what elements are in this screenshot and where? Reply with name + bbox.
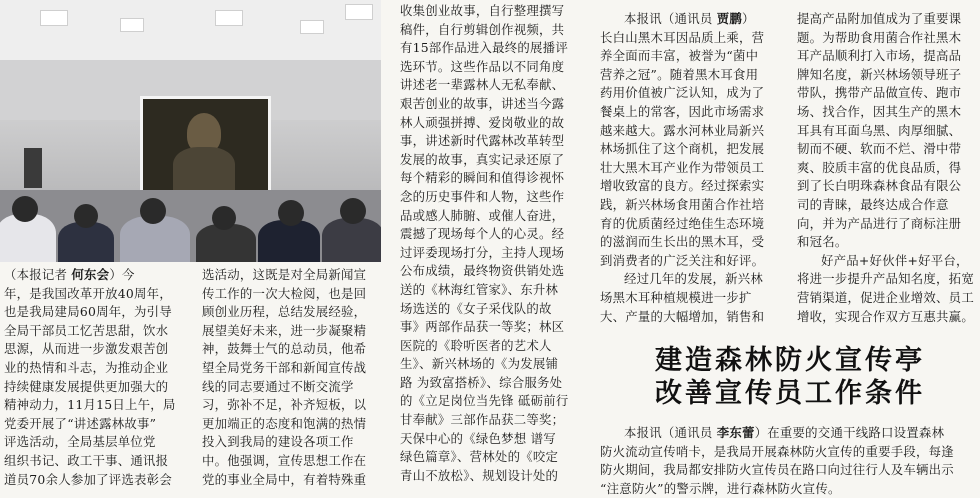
article1-line: 党的事业全局中，有着特殊重 [202,471,367,487]
audience-head [340,198,366,224]
article1-line: 场选送的《女子采伐队的故 [400,300,552,316]
article1-line: 事，讲述新时代露林改革转型 [400,133,565,149]
article1-line: 青山不放松》、规划设计处的 [400,467,559,483]
audience-head [12,196,38,222]
article1-line: 公布成绩，最终物资供销处选 [400,263,565,279]
article1-line: 线的同志要通过不断交流学 [202,378,354,394]
article1-line: 投入到我局的建设各项工作 [202,434,354,450]
article2-line: 增收，实现合作双方互惠共赢。 [797,308,974,324]
article1-line: 路 为致富搭桥》、综合服务处 [400,374,563,390]
article3-line: 防火流动宣传哨卡，是我局开展森林防火宣传的重要手段，每逢 [600,443,954,459]
article2-line: 向，并为产品进行了商标注册 [797,215,962,231]
article1-line: 品或感人肺腑、或催人奋进， [400,207,565,223]
article2-line: 长白山黑木耳因品质上乘，营 [600,29,765,45]
article3-headline [600,344,980,410]
article1-line: 收集创业故事，自行整理撰写 [400,3,565,18]
article2-line: 场、找合作，因其生产的黑木 [797,103,962,119]
article2-line: 爽、胶质丰富的优良品质，得 [797,159,962,175]
article2-line: 耳产品顺利打入市场，提高品 [797,48,962,64]
article1-line: 医院的《聆听医者的艺术人 [400,337,552,353]
article2-line: 经过几年的发展，新兴林 [624,271,764,287]
article1-line: 展望美好未来，进一步凝聚精 [202,322,367,338]
audience-head [140,198,166,224]
article2-line: 营养之冠”。随着黑木耳食用 [600,66,759,82]
article2-line [600,10,781,29]
article1-line: 念的历史事件和人物，这些作 [400,188,565,204]
article1-line: 讲述老一辈露林人无私奉献、 [400,77,565,93]
article2-line: 的滋润而生长出的黑木耳，受 [600,234,765,250]
byline-prefix: 本报讯（通讯员 [624,11,717,26]
news-photo [0,0,381,262]
byline-prefix: （本报记者 [4,267,72,282]
audience-head [278,200,304,226]
article1-line: 望全局党务干部和新闻宣传战 [202,359,367,375]
article1-line: 的《立足岗位当先锋 砥砺前行 [400,393,569,409]
ceiling-light [300,20,324,34]
article1-line: 甘奉献》三部作品获二等奖； [400,412,565,428]
ceiling-light [120,18,144,32]
article2-line: 韧而不硬、软而不烂、滑中带 [797,141,962,157]
article1-line: 林人顽强拼搏、爱岗敬业的故 [400,114,565,130]
article1-line: 思源，从而进一步激发艰苦创 [4,341,169,357]
byline-suffix: ）今 [109,267,135,282]
article1-line: 过评委现场打分，主持人现场 [400,244,565,260]
article1-line: 送的《林海红管家》、东升林 [400,281,559,297]
ceiling-light [345,4,373,20]
article1-line: 稿件，自行剪辑创作视频，共 [400,21,565,37]
byline-author: 何东会 [71,267,110,282]
article1-line: 选活动，这既是对全局新闻宣 [202,267,367,282]
article1-line: 天保中心的《绿色梦想 谱写 [400,430,556,446]
article2-line: 营销渠道，促进企业增效、员工 [797,289,974,305]
ceiling-light [40,10,68,26]
article1-line: 也是我局建局60周年，为引导 [4,304,172,320]
article1-line: 选环节。这些作品以不同角度 [400,58,565,74]
article1-line: 顾创业历程，总结发展经验， [202,304,367,320]
article2-line: 牌知名度，新兴林场领导班子 [797,66,962,82]
audience-member [258,220,320,262]
article1-line: 组织书记、政工干事、通讯报 [4,452,169,468]
article2-line: 题。为帮助食用菌合作社黑木 [797,29,962,45]
article2-line: 育的优质菌经过绝佳生态环境 [600,215,765,231]
audience-head [212,206,236,230]
article1-line: 更加端正的态度和饱满的热情 [202,415,367,431]
article1-line: 党委开展了“讲述露林故事” [4,415,157,431]
article3-line: 防火期间，我局都安排防火宣传员在路口向过往行人及车辆出示 [600,462,954,478]
article2-line: 越来越大。露水河林业局新兴 [600,122,765,138]
headline-line2: 改善宣传员工作条件 [655,378,925,409]
byline-suffix: ） [741,11,755,26]
screen-figure-body [173,147,235,191]
article1-line: 道员70余人参加了评选表彰会 [4,471,172,487]
audience-member [58,222,114,262]
article2-line: 养全面而丰富，被誉为“菌中 [600,48,759,64]
ceiling-light [215,10,243,26]
article2-line: 带队，携带产品做宣传、跑市 [797,85,962,101]
lectern [24,148,42,188]
article2-line: 到了长白明珠森林食品有限公 [797,178,962,194]
article1-line: 传工作的一次大检阅，也是回 [202,285,367,301]
article1-line: 年，是我国改革开放40周年， [4,285,172,301]
article1-line: 生》、新兴林场的《为发展铺 [400,356,559,372]
projection-screen [140,96,271,198]
article1-line: 中。他强调，宣传思想工作在 [202,452,367,468]
article2-line: 大、产量的大幅增加，销售和 [600,308,765,324]
article1-line: 神，鼓舞士气的总动员，他希 [202,341,367,357]
article1-line: 习，弥补不足，补齐短板，以 [202,397,367,413]
article2-line: 到消费者的广泛关注和好评。 [600,252,765,268]
byline-prefix: 本报讯（通讯员 [624,425,717,440]
article2-line: 壮大黑木耳产业作为带领员工 [600,159,765,175]
article1-line [4,266,185,285]
article2-line: 增收致富的良方。经过探索实 [600,178,765,194]
article1-line: 评选活动，全局基层单位党 [4,434,156,450]
article1-line: 业的热情和斗志，为推动企业 [4,359,169,375]
article2-line: 餐桌上的常客，因此市场需求 [600,103,765,119]
article3-line [600,424,978,443]
article3-body [600,424,978,498]
byline-author: 李东蕾 [716,425,755,440]
article2-line: 提高产品附加值成为了重要课 [797,11,962,26]
article2-line: 好产品+好伙伴+好平台， [821,252,969,268]
article2-column1 [600,10,781,326]
article2-column2 [797,10,978,326]
article1-line: 持续健康发展提供更加强大的 [4,378,169,394]
article2-line: 和冠名。 [797,234,848,250]
article2-line: 药用价值被广泛认知，成为了 [600,85,765,101]
article1-line: 震撼了现场每个人的心灵。经 [400,226,565,242]
audience-member [322,218,381,262]
article2-line: 耳具有耳面乌黑、肉厚细腻、 [797,122,962,138]
article1-line: 有15部作品进入最终的展播评 [400,40,568,56]
article1-line: 艰苦创业的故事，讲述当今露 [400,95,565,111]
article2-line: 将进一步提升产品知名度，拓宽 [797,271,974,287]
article1-line: 精神动力，11月15日上午，局 [4,397,176,413]
article1-line: 发展的故事，真实记录还原了 [400,151,565,167]
article3-line: “注意防火”的警示牌，进行森林防火宣传。 [600,480,841,496]
article1-column2 [202,266,383,489]
byline-author: 贾鹏 [716,11,742,26]
article1-line: 事》两部作品获一等奖；林区 [400,319,565,335]
article1-column3 [400,2,581,485]
article2-line: 场黑木耳种植规模进一步扩 [600,289,752,305]
headline-line1: 建造森林防火宣传亭 [655,345,925,376]
article2-line: 践，新兴林场食用菌合作社培 [600,196,765,212]
byline-suffix: ） [754,425,768,440]
article1-line: 全局干部员工忆苦思甜，饮水 [4,322,169,338]
article2-line: 林场抓住了这个商机，把发展 [600,141,765,157]
audience-head [74,204,98,228]
article1-line: 绿色篇章》、营林处的《咬定 [400,449,559,465]
article2-line: 司的青睐，最终达成合作意 [797,196,949,212]
article1-line: 每个精彩的瞬间和值得诊视怀 [400,170,565,186]
article3-text: 在重要的交通干线路口设置森林 [767,425,945,440]
article1-column1 [4,266,185,489]
